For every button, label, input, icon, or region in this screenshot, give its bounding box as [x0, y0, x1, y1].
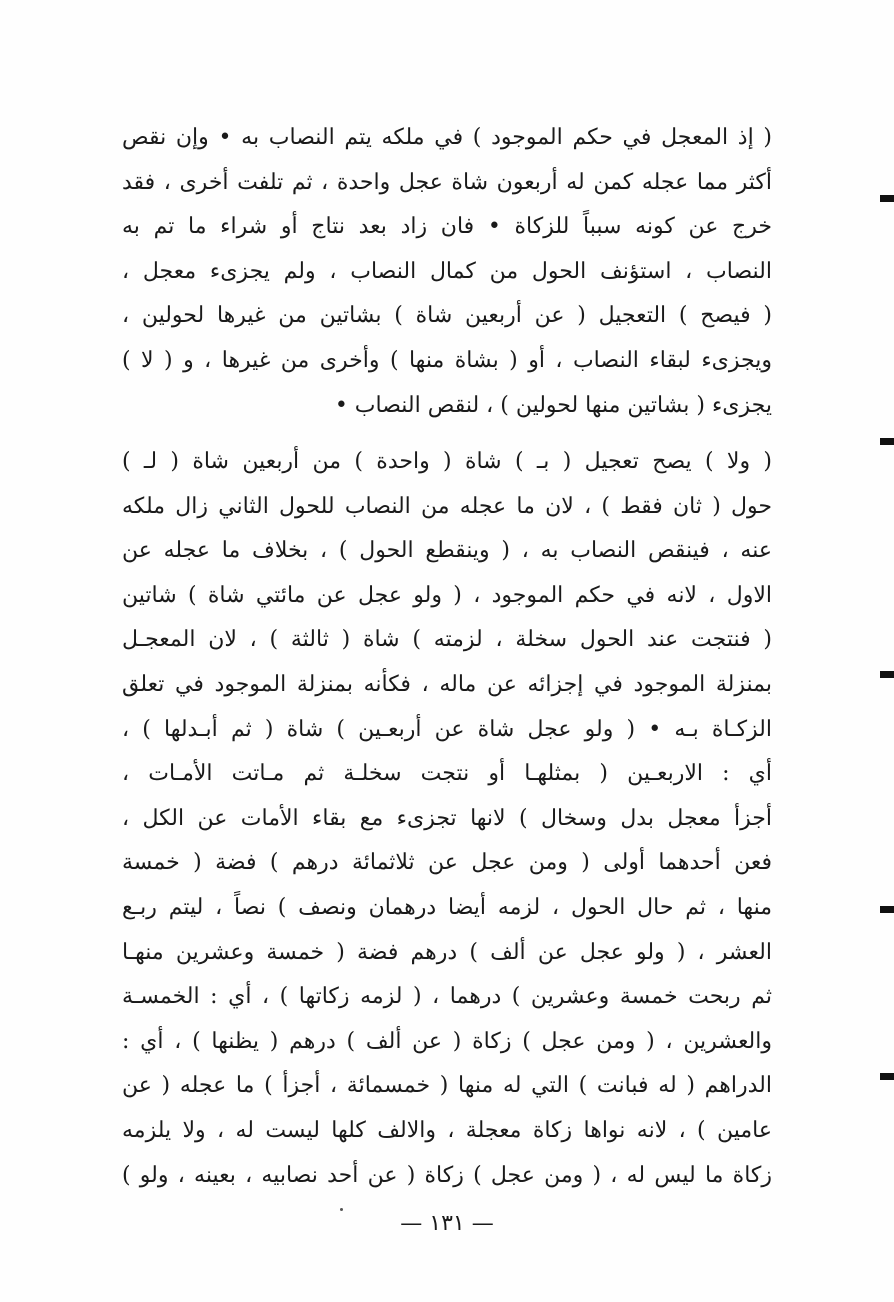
text-line: النصاب ، استؤنف الحول من كمال النصاب ، ولم يجزىء معجل ، — [122, 258, 772, 284]
paragraph-1 — [122, 116, 772, 428]
text-line: الزكـاة بـه • ( ولو عجل شاة عن أربعـين ) شاة ( ثم أبـدلها ) ، — [122, 716, 772, 742]
text-line: العشر ، ( ولو عجل عن ألف ) درهم فضة ( خمسة وعشرين منهـا — [122, 939, 772, 965]
text-line: يجزىء ( بشاتين منها لحولين ) ، لنقص النصاب • — [334, 392, 772, 418]
margin-mark — [880, 438, 894, 445]
paragraph-2 — [122, 440, 772, 1198]
text-line: خرج عن كونه سبباً للزكاة • فان زاد بعد نتاج أو شراء ما تم به — [122, 214, 772, 240]
text-line: أجزأ معجل بدل وسخال ) لانها تجزىء مع بقاء الأمات عن الكل ، — [122, 805, 772, 831]
text-line: زكاة ما ليس له ، ( ومن عجل ) زكاة ( عن أحد نصابيه ، بعينه ، ولو ) — [122, 1162, 772, 1188]
text-line: الدراهم ( له فبانت ) التي له منها ( خمسمائة ، أجزأ ) ما عجله ( عن — [122, 1073, 772, 1099]
text-line: ( فيصح ) التعجيل ( عن أربعين شاة ) بشاتين من غيرها لحولين ، — [122, 303, 772, 329]
text-line: أي : الاربعـين ( بمثلهـا أو نتجت سخلـة ثم مـاتت الأمـات ، — [122, 761, 772, 787]
text-line: والعشرين ، ( ومن عجل ) زكاة ( عن ألف ) درهم ( يظنها ) ، أي : — [122, 1028, 772, 1054]
text-line: أكثر مما عجله كمن له أربعون شاة عجل واحدة ، ثم تلفت أخرى ، فقد — [122, 169, 772, 195]
margin-mark — [880, 1073, 894, 1080]
text-line: حول ( ثان فقط ) ، لان ما عجله من النصاب للحول الثاني زال ملكه — [122, 493, 772, 519]
text-line: ( فنتجت عند الحول سخلة ، لزمته ) شاة ( ثالثة ) ، لان المعجـل — [122, 627, 772, 653]
text-line: فعن أحدهما أولى ( ومن عجل عن ثلاثمائة درهم ) فضة ( خمسة — [122, 850, 772, 876]
text-line: ( ولا ) يصح تعجيل ( بـ ) شاة ( واحدة ) من أربعين شاة ( لـ ) — [122, 449, 772, 474]
margin-mark — [880, 906, 894, 913]
text-line: عنه ، فينقص النصاب به ، ( وينقطع الحول ) ، بخلاف ما عجله عن — [122, 538, 772, 564]
text-line: منها ، ثم حال الحول ، لزمه أيضا درهمان ونصف ) نصاً ، ليتم ربـع — [122, 894, 772, 920]
text-line: عامين ) ، لانه نواها زكاة معجلة ، والالف كلها ليست له ، ولا يلزمه — [122, 1117, 772, 1143]
text-line: ( إذ المعجل في حكم الموجود ) في ملكه يتم النصاب به • وإن نقص — [122, 125, 772, 150]
text-line: بمنزلة الموجود في إجزائه عن ماله ، فكأنه بمنزلة الموجود في تعلق — [122, 671, 772, 697]
text-line: ثم ربحت خمسة وعشرين ) درهما ، ( لزمه زكاتها ) ، أي : الخمسـة — [122, 984, 772, 1010]
margin-mark — [880, 671, 894, 678]
page-number: — ١٣١ — — [400, 1211, 494, 1236]
margin-mark — [880, 195, 894, 202]
text-line: ويجزىء لبقاء النصاب ، أو ( بشاة منها ) وأخرى من غيرها ، و ( لا ) — [122, 347, 772, 373]
text-line: الاول ، لانه في حكم الموجود ، ( ولو عجل عن مائتي شاة ) شاتين — [122, 582, 772, 608]
